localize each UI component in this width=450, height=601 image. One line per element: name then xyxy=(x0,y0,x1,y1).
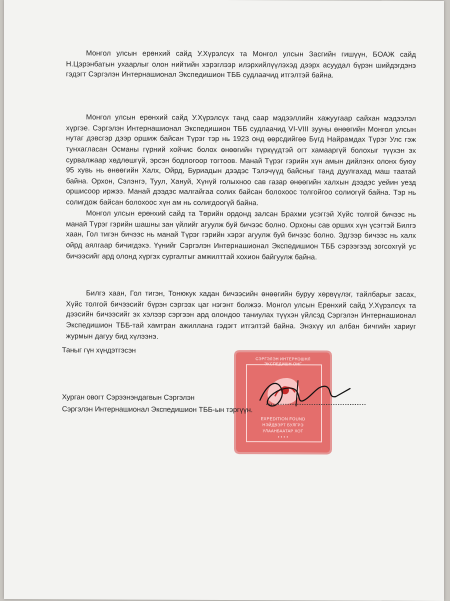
stamp-top-text: СЭРГЭЛЭН ИНТЕРНЭШНЛ xyxy=(236,356,330,361)
stamp-line-1: НЭЙДВЭРТ БУЛГРЭ xyxy=(236,422,330,427)
letter-paragraph-3: Монгол улсын ерөнхий сайд та Төрийн ордонд залсан Брахми усэггэй Хүйс толгой бичээс нь манай Түрэг гэрийн шашны зан үйлийг агуулж буй бичээс болно. Орхоны сав орших хүн үсэгтэй Билгэ хаан, Гол тигэн бичээс нь манай Түрэг гэрийн хэрэг агуулж буй бичээс болно. Эдгээр бичээс нь халх ойрд аялгаар бичигдэхэ. Үүнийг Сэргэлэн Интернашионал Экспедишион ТББ сэрээгээд зогсохгүй ус бичээсийг ард олонд хүргэх сургалтыг амжилттай хохион байгуулж байна. xyxy=(66,208,416,262)
letter-paragraph-1: Монгол улсын ерөнхий сайд У.Хүрэлсүх та Монгол улсын Засгийн гишүүн, БОАЖ сайд Н.Цэрэнбатын ухаарлыг олон нийтийн хэрэглээр илэрхийлүүлэхэд дээрх асуудал бүрэн шийдэгдэнэ гэдэгт Сэргэлэн Интернашионал Экспедишион ТББ судлаачид итгэлтэй байна. xyxy=(66,48,416,81)
stamp-top-text-2: ЭКСПЕДИШН ОНГ xyxy=(236,361,330,366)
letter-page xyxy=(4,0,444,601)
signatory-name: Хурган овогт Сэрээнэндагвын Сэргэлэн xyxy=(62,392,195,402)
letter-paragraph-4: Билгэ хаан, Гол тигэн, Тонюкук хадан бичээсийн өнөөгийн буруу хөрвүүлэг, тайлбарыг засах, Хүйс толгой бичээсийг бүрэн сэргээх цаг нэгэнт болжээ. Монгол улсын Ерөнхий сайд У.Хүрэлсүх та дээсийн бичээсийг эх хэлээр сэргээн ард олондоо таниулах түүхэн үйлсэд Сэргэлэн Интернашионал Экспедишион ТББ-тай хамтран ажиллана гэдэгт итгэлтэй байна. Энэхүү ил албан бичгийн хариуг журмын дагуу бид хүлээнэ. xyxy=(66,288,416,342)
signatory-title: Сэргэлэн Интернашионал Экспедишион ТББ-ын тэргүүн. xyxy=(62,404,253,414)
stamp-line-3: • • • • xyxy=(236,434,330,439)
stamp-line-2: УЛААНБААТАР ХОТ xyxy=(236,428,330,433)
letter-paragraph-2: Монгол улсын ерөнхий сайд У.Хүрэлсүх танд саар мэдээллийн хажуугаар сайхан мэдээлэл хүргэе. Сэргэлэн Интернашионал Экспедишион ТББ судлаачид VI-VIII зууны өнөөгийн Монгол улсын нутаг дэвсгэр дээр оршиж байсан Түрэг тэр нь 1923 онд өөрсдийгөө Бүгд Найрамдах Түрэг Улс гэж тунхагласан Османы гүрний хойчис болох өнөөгийн түркүүдтэй огт хамааргүй болохыг түүхэн эх сурвалжаар хөдлөшгүй, эрсэн бодлогоор тогтоов. Манай Түрэг гэрийн хүн амын дийлэнх олонх буюу 95 хувь нь өнөөгийн Халх, Ойрд, Буриадын дээдэс Тэлэчүүд байсныг танд дуулгахад маш таатай байна. Орхон, Сэлэнгэ, Туул, Хануй, Хүнүй голыхноо сав газар өнөөгийн халхын дээдэс уейин уезд оршисоор иржээ. Манай дээдэс малгайгаа солих байсан болохоос толгойгоо солиогүй байна. Тэр нь солигдож байсан болохоос хүн ам нь солигдоогүй байна. xyxy=(66,112,416,209)
handwritten-signature xyxy=(238,370,358,421)
signature-dotted-line xyxy=(266,400,366,406)
stamp-org-text: EXPEDITION FOUND xyxy=(236,416,330,421)
closing-line: Таныг гүн хүндэтгэсэн xyxy=(62,345,136,354)
